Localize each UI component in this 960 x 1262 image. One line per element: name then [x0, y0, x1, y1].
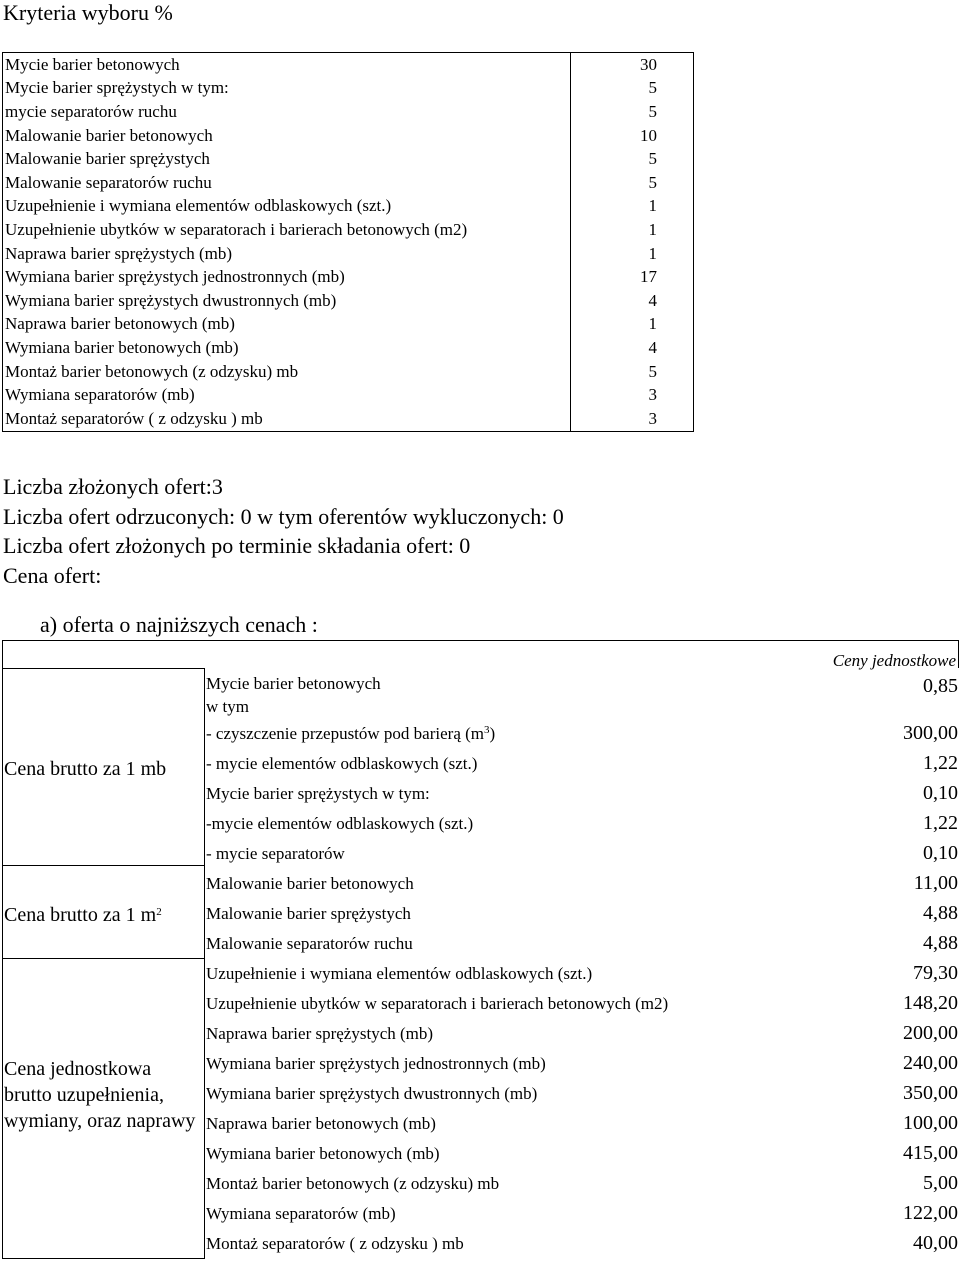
criterion-name: Uzupełnienie ubytków w separatorach i barierach betonowych (m2)	[3, 218, 571, 242]
table-row	[3, 407, 694, 431]
price-value: 148,20	[903, 992, 958, 1014]
price-table-bottom-border	[2, 1258, 204, 1259]
criterion-value: 1	[571, 195, 694, 219]
price-label-suffix: )	[489, 724, 496, 743]
criterion-name: Malowanie separatorów ruchu	[3, 171, 571, 195]
price-label: Naprawa barier betonowych (mb)	[206, 1114, 436, 1133]
price-table-left-border	[2, 640, 3, 1259]
price-row	[206, 750, 958, 780]
price-value: 0,10	[923, 782, 958, 804]
unit-prices-header: Ceny jednostkowe	[832, 651, 956, 670]
price-value: 1,22	[923, 812, 958, 834]
price-value: 240,00	[903, 1052, 958, 1074]
criterion-name: Malowanie barier sprężystych	[3, 147, 571, 171]
price-label: Mycie barier sprężystych w tym:	[206, 784, 430, 803]
category-divider	[2, 958, 204, 959]
criterion-name: Uzupełnienie i wymiana elementów odblaskowych (szt.)	[3, 195, 571, 219]
criterion-name: Mycie barier sprężystych w tym:	[3, 77, 571, 101]
price-row	[206, 810, 958, 840]
price-row	[206, 1110, 958, 1140]
price-row	[206, 1170, 958, 1200]
criterion-value: 5	[571, 100, 694, 124]
price-value: 5,00	[923, 1172, 958, 1194]
category-per-m2	[4, 902, 162, 928]
criterion-value: 1	[571, 218, 694, 242]
price-value: 40,00	[913, 1232, 958, 1254]
price-table-right-border	[958, 640, 959, 668]
offers-late: Liczba ofert złożonych po terminie składania ofert: 0	[3, 533, 471, 558]
price-row	[206, 1230, 958, 1260]
price-label-text: - czyszczenie przepustów pod barierą (m	[206, 724, 485, 743]
price-row	[206, 990, 958, 1020]
price-label: Wymiana barier sprężystych jednostronnych (mb)	[206, 1054, 546, 1073]
price-label: Malowanie separatorów ruchu	[206, 934, 413, 953]
superscript: 2	[156, 906, 162, 918]
criterion-name: Malowanie barier betonowych	[3, 124, 571, 148]
price-row	[206, 670, 958, 720]
price-value: 200,00	[903, 1022, 958, 1044]
offers-submitted: Liczba złożonych ofert:3	[3, 474, 223, 499]
table-row	[3, 218, 694, 242]
criterion-name: Naprawa barier sprężystych (mb)	[3, 242, 571, 266]
table-row	[3, 360, 694, 384]
price-value: 122,00	[903, 1202, 958, 1224]
price-table-top-border	[2, 640, 959, 641]
criterion-value: 1	[571, 313, 694, 337]
price-label: - mycie separatorów	[206, 844, 345, 863]
table-row	[3, 313, 694, 337]
price-row	[206, 1080, 958, 1110]
price-row	[206, 960, 958, 990]
criterion-value: 30	[571, 53, 694, 77]
criterion-name: Naprawa barier betonowych (mb)	[3, 313, 571, 337]
price-value: 4,88	[923, 932, 958, 954]
table-row	[3, 195, 694, 219]
criterion-value: 1	[571, 242, 694, 266]
price-value: 415,00	[903, 1142, 958, 1164]
table-row	[3, 147, 694, 171]
price-table-header-line	[2, 668, 204, 669]
criterion-name: Wymiana barier betonowych (mb)	[3, 336, 571, 360]
price-label: - mycie elementów odblaskowych (szt.)	[206, 754, 478, 773]
criterion-value: 5	[571, 171, 694, 195]
price-value: 0,10	[923, 842, 958, 864]
price-label: Cena ofert:	[3, 562, 102, 588]
price-row	[206, 1200, 958, 1230]
price-row	[206, 930, 958, 960]
price-value: 79,30	[913, 962, 958, 984]
criterion-name: mycie separatorów ruchu	[3, 100, 571, 124]
criterion-value: 10	[571, 124, 694, 148]
superscript: 3	[484, 724, 490, 736]
criterion-name: Montaż separatorów ( z odzysku ) mb	[3, 407, 571, 431]
offers-summary	[3, 472, 564, 590]
criterion-name: Wymiana barier sprężystych dwustronnych (mb)	[3, 289, 571, 313]
criterion-value: 3	[571, 407, 694, 431]
price-row	[206, 720, 958, 750]
price-label: Malowanie barier sprężystych	[206, 904, 411, 923]
price-label: Montaż barier betonowych (z odzysku) mb	[206, 1174, 500, 1193]
price-label: Mycie barier betonowych	[206, 674, 381, 693]
price-value: 100,00	[903, 1112, 958, 1134]
table-row	[3, 289, 694, 313]
criterion-value: 4	[571, 336, 694, 360]
price-value: 1,22	[923, 752, 958, 774]
price-label: Wymiana separatorów (mb)	[206, 1204, 396, 1223]
table-row	[3, 100, 694, 124]
category-divider	[2, 865, 204, 866]
page-title: Kryteria wyboru %	[3, 0, 173, 25]
table-row	[3, 336, 694, 360]
price-label: Uzupełnienie ubytków w separatorach i barierach betonowych (m2)	[206, 994, 669, 1013]
price-value: 300,00	[903, 722, 958, 744]
table-row	[3, 124, 694, 148]
criterion-value: 5	[571, 147, 694, 171]
price-table-divider	[204, 668, 205, 1259]
price-row	[206, 1020, 958, 1050]
price-label: -mycie elementów odblaskowych (szt.)	[206, 814, 474, 833]
price-label: Montaż separatorów ( z odzysku ) mb	[206, 1234, 464, 1253]
criterion-name: Mycie barier betonowych	[3, 53, 571, 77]
category-per-m2-label: Cena brutto za 1 m	[4, 904, 157, 926]
criterion-value: 3	[571, 383, 694, 407]
price-row	[206, 870, 958, 900]
criterion-name: Montaż barier betonowych (z odzysku) mb	[3, 360, 571, 384]
price-row	[206, 840, 958, 870]
price-label: Wymiana barier sprężystych dwustronnych (mb)	[206, 1084, 538, 1103]
price-row	[206, 1050, 958, 1080]
price-label: Wymiana barier betonowych (mb)	[206, 1144, 440, 1163]
criterion-name: Wymiana barier sprężystych jednostronnych (mb)	[3, 265, 571, 289]
table-row	[3, 383, 694, 407]
price-value: 0,85	[923, 675, 958, 697]
price-label: Uzupełnienie i wymiana elementów odblaskowych (szt.)	[206, 964, 593, 983]
criterion-value: 4	[571, 289, 694, 313]
price-label: Malowanie barier betonowych	[206, 874, 414, 893]
category-per-unit: Cena jednostkowa brutto uzupełnienia, wymiany, oraz naprawy	[4, 1058, 196, 1132]
price-row	[206, 900, 958, 930]
price-value: 350,00	[903, 1082, 958, 1104]
criterion-value: 5	[571, 77, 694, 101]
price-row	[206, 780, 958, 810]
table-row	[3, 53, 694, 77]
criterion-value: 5	[571, 360, 694, 384]
table-row	[3, 171, 694, 195]
price-label: Naprawa barier sprężystych (mb)	[206, 1024, 434, 1043]
category-per-mb: Cena brutto za 1 mb	[4, 758, 167, 780]
criterion-value: 17	[571, 265, 694, 289]
criterion-name: Wymiana separatorów (mb)	[3, 383, 571, 407]
table-row	[3, 242, 694, 266]
price-value: 11,00	[913, 872, 958, 894]
price-row	[206, 1140, 958, 1170]
criteria-table	[2, 52, 694, 432]
price-label	[206, 724, 495, 744]
price-label-sub: w tym	[206, 697, 249, 716]
offers-rejected: Liczba ofert odrzuconych: 0 w tym oferentów wykluczonych: 0	[3, 503, 564, 529]
price-value: 4,88	[923, 902, 958, 924]
table-row	[3, 77, 694, 101]
offer-heading: a) oferta o najniższych cenach :	[40, 612, 318, 637]
table-row	[3, 265, 694, 289]
